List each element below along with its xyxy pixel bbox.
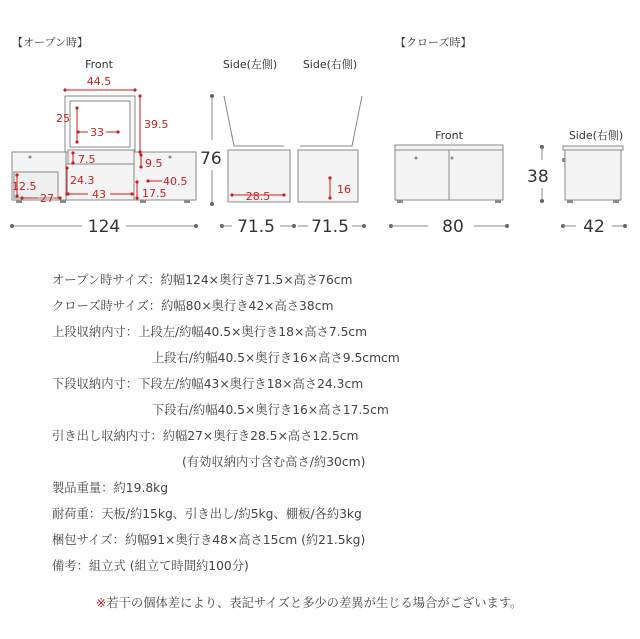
dim-side-left-depth: 28.5: [245, 190, 271, 203]
spec-row-drawer: [52, 426, 359, 444]
spec-label: 製品重量：: [52, 481, 114, 495]
dim-end-dot: [623, 224, 627, 228]
dim-low-left-h: 24.3: [70, 174, 95, 187]
dim-mirror-height: 39.5: [144, 118, 169, 131]
spec-row-lower-right: [152, 400, 389, 418]
close-front-body: [395, 145, 503, 200]
dim-end-dot: [505, 224, 509, 228]
spec-label: 上段収納内寸：: [52, 325, 139, 339]
close-front-top: [395, 145, 503, 150]
dim-close-height: 38: [527, 167, 549, 187]
knob-icon: [415, 157, 418, 160]
foot: [613, 200, 619, 203]
foot: [16, 200, 22, 203]
spec-label: 下段収納内寸：: [52, 377, 139, 391]
spec-row-weight: [52, 478, 168, 496]
dim-open-width: 124: [87, 217, 121, 237]
spec-label: 備考：: [52, 559, 89, 573]
spec-row-lower-storage: [52, 374, 363, 392]
spec-value: 約19.8kg: [113, 481, 169, 495]
dim-mirror-width: 44.5: [86, 75, 112, 88]
dim-side-right-depth: 16: [337, 183, 351, 196]
spec-row-close-size: [52, 296, 333, 314]
spec-row-load: [52, 504, 362, 522]
close-side-label: Side(右側): [568, 129, 624, 142]
spec-value: (有効収納内寸含む高さ/約30cm): [182, 455, 366, 469]
dimension-diagram: [0, 0, 640, 250]
spec-row-drawer-effective: [182, 452, 365, 470]
spec-value: 組立式 (組立て時間約100分): [88, 559, 249, 573]
foot: [397, 200, 403, 203]
dim-end-dot: [540, 199, 544, 203]
side-right-lid: [300, 96, 362, 146]
side-left-label: Side(左側): [222, 58, 278, 71]
spec-value: 約幅124×奥行き71.5×高さ76cm: [160, 273, 353, 287]
dim-open-depth-right: 71.5: [311, 217, 349, 237]
close-section-label: 【クローズ時】: [395, 36, 472, 49]
mirror-inner: [70, 101, 130, 147]
close-front-label: Front: [435, 129, 463, 142]
dim-upper-h: 25: [56, 112, 70, 125]
dim-open-height: 76: [200, 149, 222, 169]
knob-icon: [169, 156, 172, 159]
foot: [495, 200, 501, 203]
open-section-label: 【オープン時】: [12, 36, 89, 49]
spec-row-open-size: [52, 270, 353, 288]
foot: [60, 200, 66, 203]
dim-tray-h2: 9.5: [145, 157, 163, 170]
disclaimer-note: [96, 593, 522, 611]
spec-row-package: [52, 530, 365, 548]
spec-value: 天板/約15kg、引き出し/約5kg、棚板/各約3kg: [101, 507, 362, 521]
dim-low-right-h: 17.5: [142, 187, 167, 200]
foot: [184, 200, 190, 203]
spec-label: 耐荷重：: [52, 507, 102, 521]
spec-value: 上段右/約幅40.5×奥行き16×高さ9.5cmcm: [152, 351, 400, 365]
spec-label: 梱包サイズ：: [52, 533, 125, 547]
dim-end-dot: [10, 224, 14, 228]
foot: [140, 200, 146, 203]
dim-end-dot: [210, 202, 214, 206]
dim-drawer-h: 12.5: [12, 180, 37, 193]
dim-end-dot: [210, 94, 214, 98]
spec-value: 約幅91×奥行き48×高さ15cm (約21.5kg): [124, 533, 366, 547]
hinge: [562, 158, 565, 162]
close-side-body: [563, 146, 623, 200]
dim-open-depth-left: 71.5: [237, 217, 275, 237]
knob-icon: [29, 156, 32, 159]
dim-end-dot: [292, 224, 296, 228]
spec-row-upper-right: [152, 348, 400, 366]
spec-label: クローズ時サイズ：: [52, 299, 162, 313]
spec-row-upper-storage: [52, 322, 367, 340]
dim-low-left-w: 43: [92, 188, 106, 201]
spec-value: 約幅80×奥行き42×高さ38cm: [161, 299, 334, 313]
dim-low-right-w: 40.5: [163, 175, 188, 188]
spec-value: 上段左/約幅40.5×奥行き18×高さ7.5cm: [138, 325, 368, 339]
side-right-label: Side(右側): [302, 58, 358, 71]
dim-close-width: 80: [442, 217, 464, 237]
dim-drawer-w: 27: [40, 192, 54, 205]
spec-label: オープン時サイズ：: [52, 273, 161, 287]
dim-tray-h1: 7.5: [78, 153, 96, 166]
spec-row-remarks: [52, 556, 249, 574]
side-left-lid: [224, 96, 284, 146]
spec-value: 約幅27×奥行き28.5×高さ12.5cm: [162, 429, 359, 443]
spec-label: 引き出し収納内寸：: [52, 429, 163, 443]
front-view-label: Front: [85, 58, 113, 71]
note-mark: ※: [96, 596, 107, 610]
dim-end-dot: [194, 224, 198, 228]
knob-icon: [451, 157, 454, 160]
note-text: 若干の個体差により、表記サイズと多少の差異が生じる場合がございます。: [106, 596, 523, 610]
spec-value: 下段右/約幅40.5×奥行き16×高さ17.5cm: [152, 403, 389, 417]
dim-end-dot: [362, 224, 366, 228]
dim-upper-w: 33: [90, 126, 104, 139]
open-side-left: [224, 96, 290, 202]
dim-close-depth: 42: [583, 217, 605, 237]
foot: [567, 200, 573, 203]
spec-value: 下段左/約幅43×奥行き18×高さ24.3cm: [138, 377, 364, 391]
